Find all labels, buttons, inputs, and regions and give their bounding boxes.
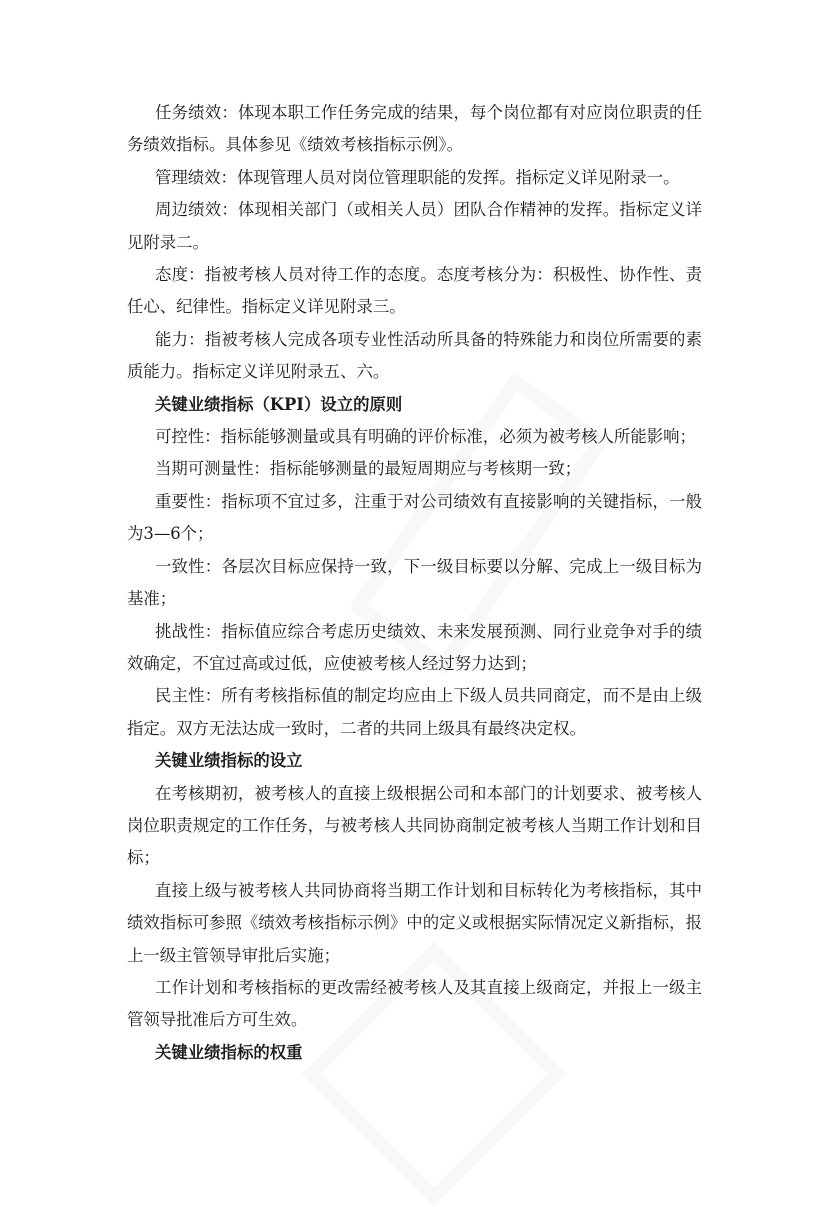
body-paragraph: 态度：指被考核人员对待工作的态度。态度考核分为：积极性、协作性、责任心、纪律性。指标定义详见附录三。 xyxy=(127,265,702,317)
body-paragraph: 可控性：指标能够测量或具有明确的评价标准，必须为被考核人所能影响； xyxy=(155,427,696,447)
section-heading: 关键业绩指标的权重 xyxy=(155,1042,303,1062)
body-paragraph: 在考核期初，被考核人的直接上级根据公司和本部门的计划要求、被考核人岗位职责规定的工作任务，与被考核人共同协商制定被考核人当期工作计划和目标； xyxy=(127,783,702,868)
body-paragraph: 周边绩效：体现相关部门（或相关人员）团队合作精神的发挥。指标定义详见附录二。 xyxy=(127,200,702,252)
body-paragraph: 重要性：指标项不宜过多，注重于对公司绩效有直接影响的关键指标，一般为3—6个； xyxy=(127,491,702,544)
body-paragraph: 挑战性：指标值应综合考虑历史绩效、未来发展预测、同行业竞争对手的绩效确定，不宜过高或过低，应使被考核人经过努力达到； xyxy=(127,621,702,673)
body-paragraph: 一致性：各层次目标应保持一致，下一级目标要以分解、完成上一级目标为基准； xyxy=(127,556,702,609)
body-paragraph: 管理绩效：体现管理人员对岗位管理职能的发挥。指标定义详见附录一。 xyxy=(155,167,680,187)
document-page xyxy=(127,97,702,1069)
section-heading: 关键业绩指标（KPI）设立的原则 xyxy=(155,394,403,414)
section-heading: 关键业绩指标的设立 xyxy=(155,751,303,771)
body-paragraph: 任务绩效：体现本职工作任务完成的结果，每个岗位都有对应岗位职责的任务绩效指标。具体参见《绩效考核指标示例》。 xyxy=(127,103,702,155)
body-paragraph: 当期可测量性：指标能够测量的最短周期应与考核期一致； xyxy=(155,459,582,479)
body-paragraph: 能力：指被考核人完成各项专业性活动所具备的特殊能力和岗位所需要的素质能力。指标定义详见附录五、六。 xyxy=(127,329,702,382)
body-paragraph: 民主性：所有考核指标值的制定均应由上下级人员共同商定，而不是由上级指定。双方无法达成一致时，二者的共同上级具有最终决定权。 xyxy=(127,686,702,738)
body-paragraph: 直接上级与被考核人共同协商将当期工作计划和目标转化为考核指标，其中绩效指标可参照《绩效考核指标示例》中的定义或根据实际情况定义新指标，报上一级主管领导审批后实施； xyxy=(127,880,702,965)
body-paragraph: 工作计划和考核指标的更改需经被考核人及其直接上级商定，并报上一级主管领导批准后方可生效。 xyxy=(127,977,702,1030)
